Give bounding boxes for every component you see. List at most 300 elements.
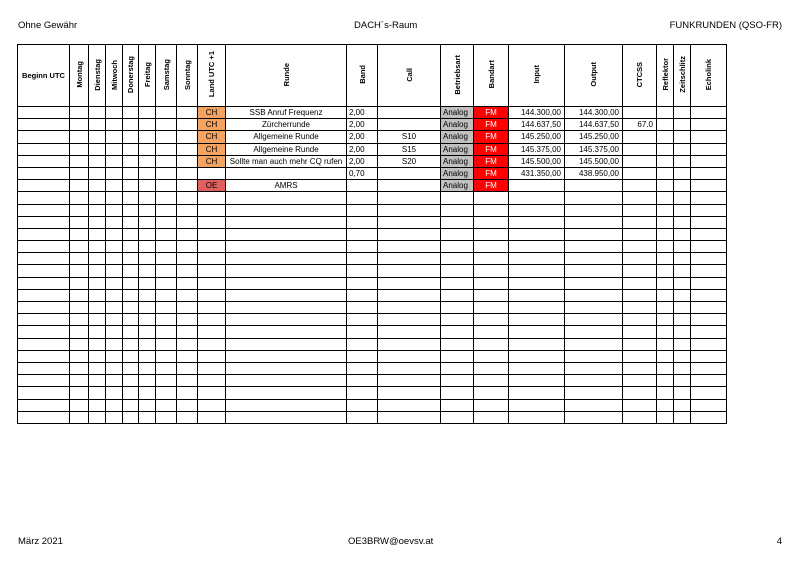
cell-empty — [509, 411, 565, 423]
cell-empty — [347, 253, 378, 265]
cell-empty — [347, 411, 378, 423]
cell-empty — [691, 265, 727, 277]
table-row — [18, 107, 727, 119]
cell-empty — [378, 192, 441, 204]
cell-empty — [156, 289, 177, 301]
cell-empty — [565, 362, 623, 374]
cell-call: S15 — [378, 143, 441, 155]
cell-empty — [623, 192, 657, 204]
cell-empty — [674, 289, 691, 301]
cell-empty — [378, 387, 441, 399]
cell-empty — [691, 228, 727, 240]
table-row-empty — [18, 289, 727, 301]
cell-empty — [509, 216, 565, 228]
cell-empty — [657, 192, 674, 204]
cell-empty — [177, 167, 198, 179]
cell-empty — [674, 399, 691, 411]
cell-empty — [156, 192, 177, 204]
cell-zeitschlitz — [674, 143, 691, 155]
cell-empty — [657, 228, 674, 240]
cell-empty — [177, 277, 198, 289]
cell-input: 145.500,00 — [509, 155, 565, 167]
cell-empty — [198, 216, 226, 228]
cell-empty — [657, 216, 674, 228]
cell-bandart: FM — [474, 119, 509, 131]
cell-empty — [123, 253, 139, 265]
cell-empty — [198, 253, 226, 265]
cell-empty — [198, 350, 226, 362]
cell-empty — [18, 241, 70, 253]
cell-empty — [226, 216, 347, 228]
cell-empty — [674, 253, 691, 265]
cell-empty — [177, 350, 198, 362]
cell-empty — [509, 338, 565, 350]
cell-empty — [378, 228, 441, 240]
cell-empty — [106, 119, 123, 131]
cell-empty — [198, 314, 226, 326]
cell-empty — [474, 338, 509, 350]
cell-empty — [89, 119, 106, 131]
cell-band: 0,70 — [347, 167, 378, 179]
cell-empty — [18, 277, 70, 289]
cell-empty — [177, 216, 198, 228]
cell-empty — [139, 155, 156, 167]
cell-empty — [474, 277, 509, 289]
footer-email: OE3BRW@oevsv.at — [348, 536, 434, 547]
cell-empty — [156, 204, 177, 216]
cell-empty — [89, 411, 106, 423]
cell-band: 2,00 — [347, 155, 378, 167]
cell-empty — [347, 204, 378, 216]
cell-empty — [691, 241, 727, 253]
cell-empty — [623, 302, 657, 314]
cell-empty — [177, 265, 198, 277]
cell-empty — [657, 277, 674, 289]
cell-empty — [198, 241, 226, 253]
cell-empty — [106, 228, 123, 240]
cell-empty — [156, 228, 177, 240]
cell-empty — [177, 375, 198, 387]
cell-empty — [657, 314, 674, 326]
cell-empty — [156, 411, 177, 423]
cell-empty — [565, 204, 623, 216]
cell-empty — [70, 399, 89, 411]
cell-empty — [565, 326, 623, 338]
cell-empty — [657, 302, 674, 314]
cell-empty — [198, 411, 226, 423]
cell-empty — [123, 362, 139, 374]
cell-empty — [347, 362, 378, 374]
cell-empty — [674, 277, 691, 289]
cell-output: 145.375,00 — [565, 143, 623, 155]
cell-empty — [139, 204, 156, 216]
cell-empty — [474, 192, 509, 204]
cell-input: 145.375,00 — [509, 143, 565, 155]
cell-empty — [226, 253, 347, 265]
cell-empty — [347, 241, 378, 253]
col-dienstag: Dienstag — [89, 45, 106, 107]
cell-empty — [441, 338, 474, 350]
cell-empty — [139, 131, 156, 143]
cell-ctcss — [623, 131, 657, 143]
cell-empty — [565, 375, 623, 387]
cell-empty — [106, 216, 123, 228]
cell-empty — [156, 314, 177, 326]
cell-empty — [509, 253, 565, 265]
cell-empty — [565, 216, 623, 228]
cell-empty — [509, 302, 565, 314]
cell-empty — [347, 338, 378, 350]
cell-call: S20 — [378, 155, 441, 167]
cell-empty — [139, 253, 156, 265]
cell-empty — [347, 399, 378, 411]
cell-echolink — [691, 119, 727, 131]
cell-empty — [139, 277, 156, 289]
cell-empty — [441, 302, 474, 314]
cell-empty — [177, 228, 198, 240]
cell-empty — [70, 167, 89, 179]
cell-empty — [70, 143, 89, 155]
cell-empty — [565, 411, 623, 423]
cell-empty — [156, 180, 177, 192]
cell-empty — [623, 204, 657, 216]
cell-empty — [156, 302, 177, 314]
cell-ctcss — [623, 167, 657, 179]
funkrunden-table — [17, 44, 727, 424]
cell-empty — [474, 253, 509, 265]
cell-runde: SSB Anruf Frequenz — [226, 107, 347, 119]
table-row-empty — [18, 326, 727, 338]
cell-zeitschlitz — [674, 167, 691, 179]
cell-empty — [226, 399, 347, 411]
cell-empty — [177, 119, 198, 131]
cell-empty — [106, 253, 123, 265]
cell-empty — [70, 155, 89, 167]
cell-empty — [347, 192, 378, 204]
cell-empty — [18, 192, 70, 204]
cell-empty — [474, 228, 509, 240]
cell-empty — [89, 143, 106, 155]
cell-empty — [623, 350, 657, 362]
cell-empty — [18, 155, 70, 167]
cell-empty — [70, 350, 89, 362]
cell-empty — [657, 399, 674, 411]
cell-empty — [139, 362, 156, 374]
cell-empty — [18, 314, 70, 326]
cell-empty — [691, 216, 727, 228]
cell-empty — [347, 387, 378, 399]
cell-zeitschlitz — [674, 119, 691, 131]
cell-empty — [691, 375, 727, 387]
cell-empty — [106, 143, 123, 155]
table-row-empty — [18, 411, 727, 423]
cell-empty — [139, 375, 156, 387]
col-land: Land UTC +1 — [198, 45, 226, 107]
table-row-empty — [18, 265, 727, 277]
col-samstag: Samstag — [156, 45, 177, 107]
cell-empty — [70, 253, 89, 265]
cell-empty — [226, 350, 347, 362]
col-echolink: Echolink — [691, 45, 727, 107]
cell-empty — [226, 204, 347, 216]
cell-empty — [378, 326, 441, 338]
cell-empty — [441, 314, 474, 326]
cell-empty — [441, 228, 474, 240]
table-row-empty — [18, 277, 727, 289]
cell-empty — [18, 350, 70, 362]
cell-empty — [70, 387, 89, 399]
cell-empty — [18, 338, 70, 350]
cell-empty — [378, 253, 441, 265]
cell-empty — [70, 216, 89, 228]
cell-output: 144.637,50 — [565, 119, 623, 131]
cell-empty — [691, 338, 727, 350]
cell-empty — [156, 253, 177, 265]
cell-empty — [565, 265, 623, 277]
cell-empty — [691, 253, 727, 265]
cell-empty — [691, 387, 727, 399]
cell-empty — [674, 387, 691, 399]
col-input: Input — [509, 45, 565, 107]
cell-empty — [123, 338, 139, 350]
cell-echolink — [691, 131, 727, 143]
cell-empty — [177, 131, 198, 143]
cell-empty — [123, 314, 139, 326]
cell-input: 145.250,00 — [509, 131, 565, 143]
cell-reflektor — [657, 119, 674, 131]
cell-empty — [156, 107, 177, 119]
cell-empty — [70, 411, 89, 423]
cell-empty — [139, 387, 156, 399]
table-row-empty — [18, 253, 727, 265]
cell-empty — [89, 362, 106, 374]
cell-empty — [177, 314, 198, 326]
cell-empty — [565, 302, 623, 314]
cell-empty — [106, 326, 123, 338]
cell-empty — [156, 350, 177, 362]
cell-empty — [139, 289, 156, 301]
cell-band: 2,00 — [347, 131, 378, 143]
cell-empty — [139, 119, 156, 131]
cell-empty — [177, 411, 198, 423]
cell-empty — [674, 314, 691, 326]
cell-input: 144.637,50 — [509, 119, 565, 131]
cell-empty — [691, 204, 727, 216]
cell-ctcss — [623, 143, 657, 155]
cell-empty — [623, 277, 657, 289]
cell-empty — [70, 375, 89, 387]
cell-empty — [139, 302, 156, 314]
cell-empty — [123, 289, 139, 301]
cell-empty — [89, 192, 106, 204]
cell-empty — [691, 302, 727, 314]
cell-betriebsart: Analog — [441, 155, 474, 167]
cell-empty — [89, 228, 106, 240]
cell-empty — [106, 314, 123, 326]
cell-empty — [623, 228, 657, 240]
cell-empty — [509, 277, 565, 289]
cell-empty — [565, 241, 623, 253]
cell-empty — [89, 131, 106, 143]
cell-empty — [674, 375, 691, 387]
cell-empty — [89, 314, 106, 326]
cell-empty — [657, 204, 674, 216]
header-right: FUNKRUNDEN (QSO-FR) — [669, 20, 782, 31]
cell-empty — [565, 350, 623, 362]
cell-empty — [226, 241, 347, 253]
cell-land — [198, 167, 226, 179]
cell-empty — [156, 241, 177, 253]
cell-empty — [156, 399, 177, 411]
cell-empty — [106, 302, 123, 314]
cell-empty — [156, 265, 177, 277]
cell-empty — [509, 350, 565, 362]
cell-empty — [139, 107, 156, 119]
cell-empty — [441, 375, 474, 387]
cell-empty — [378, 338, 441, 350]
cell-call — [378, 180, 441, 192]
cell-empty — [691, 192, 727, 204]
cell-empty — [509, 289, 565, 301]
cell-empty — [226, 326, 347, 338]
cell-band — [347, 180, 378, 192]
cell-empty — [226, 375, 347, 387]
cell-empty — [89, 204, 106, 216]
cell-empty — [657, 338, 674, 350]
cell-empty — [198, 265, 226, 277]
cell-band: 2,00 — [347, 107, 378, 119]
cell-empty — [156, 216, 177, 228]
cell-empty — [198, 399, 226, 411]
cell-empty — [657, 241, 674, 253]
cell-empty — [198, 302, 226, 314]
table-row-empty — [18, 350, 727, 362]
table-row-empty — [18, 375, 727, 387]
cell-empty — [441, 399, 474, 411]
cell-empty — [177, 192, 198, 204]
cell-empty — [18, 302, 70, 314]
cell-empty — [623, 387, 657, 399]
table-row-empty — [18, 362, 727, 374]
cell-empty — [623, 265, 657, 277]
cell-empty — [565, 338, 623, 350]
cell-empty — [674, 302, 691, 314]
cell-empty — [226, 265, 347, 277]
cell-empty — [123, 204, 139, 216]
cell-land: CH — [198, 131, 226, 143]
cell-empty — [177, 241, 198, 253]
cell-empty — [123, 277, 139, 289]
cell-empty — [177, 253, 198, 265]
cell-empty — [441, 265, 474, 277]
cell-empty — [89, 399, 106, 411]
cell-empty — [674, 326, 691, 338]
cell-empty — [441, 350, 474, 362]
cell-empty — [89, 326, 106, 338]
cell-empty — [123, 228, 139, 240]
cell-empty — [441, 192, 474, 204]
cell-empty — [177, 399, 198, 411]
cell-empty — [89, 216, 106, 228]
cell-empty — [691, 399, 727, 411]
cell-bandart: FM — [474, 107, 509, 119]
cell-empty — [198, 387, 226, 399]
col-donerstag: Donerstag — [123, 45, 139, 107]
cell-empty — [691, 277, 727, 289]
cell-empty — [509, 265, 565, 277]
cell-empty — [623, 338, 657, 350]
cell-empty — [70, 119, 89, 131]
cell-empty — [18, 107, 70, 119]
cell-empty — [347, 289, 378, 301]
cell-runde: Sollte man auch mehr CQ rufen — [226, 155, 347, 167]
cell-empty — [509, 241, 565, 253]
col-reflektor: Reflektor — [657, 45, 674, 107]
cell-empty — [106, 131, 123, 143]
cell-empty — [674, 350, 691, 362]
cell-empty — [89, 375, 106, 387]
table-header-row — [18, 45, 727, 107]
cell-empty — [674, 338, 691, 350]
cell-call: S10 — [378, 131, 441, 143]
cell-empty — [70, 204, 89, 216]
table-row-empty — [18, 192, 727, 204]
cell-empty — [509, 192, 565, 204]
cell-empty — [226, 289, 347, 301]
cell-empty — [106, 155, 123, 167]
cell-empty — [18, 143, 70, 155]
cell-empty — [441, 411, 474, 423]
cell-empty — [657, 289, 674, 301]
table-row-empty — [18, 338, 727, 350]
cell-ctcss: 67.0 — [623, 119, 657, 131]
cell-empty — [18, 253, 70, 265]
cell-empty — [123, 131, 139, 143]
cell-empty — [378, 314, 441, 326]
cell-empty — [378, 241, 441, 253]
cell-empty — [198, 277, 226, 289]
cell-call — [378, 107, 441, 119]
cell-empty — [623, 314, 657, 326]
cell-empty — [156, 143, 177, 155]
cell-empty — [474, 411, 509, 423]
cell-empty — [106, 350, 123, 362]
table-row-empty — [18, 228, 727, 240]
cell-empty — [70, 131, 89, 143]
cell-empty — [378, 289, 441, 301]
cell-land: CH — [198, 107, 226, 119]
table-row — [18, 155, 727, 167]
cell-empty — [139, 216, 156, 228]
cell-empty — [347, 228, 378, 240]
cell-empty — [18, 119, 70, 131]
cell-zeitschlitz — [674, 107, 691, 119]
cell-empty — [156, 167, 177, 179]
cell-empty — [623, 362, 657, 374]
cell-empty — [474, 399, 509, 411]
table-row-empty — [18, 314, 727, 326]
cell-call — [378, 119, 441, 131]
cell-empty — [441, 362, 474, 374]
cell-bandart: FM — [474, 143, 509, 155]
cell-empty — [474, 204, 509, 216]
cell-input: 431.350,00 — [509, 167, 565, 179]
cell-output: 145.250,00 — [565, 131, 623, 143]
cell-output: 144.300,00 — [565, 107, 623, 119]
cell-empty — [156, 131, 177, 143]
cell-empty — [123, 167, 139, 179]
col-sonntag: Sonntag — [177, 45, 198, 107]
